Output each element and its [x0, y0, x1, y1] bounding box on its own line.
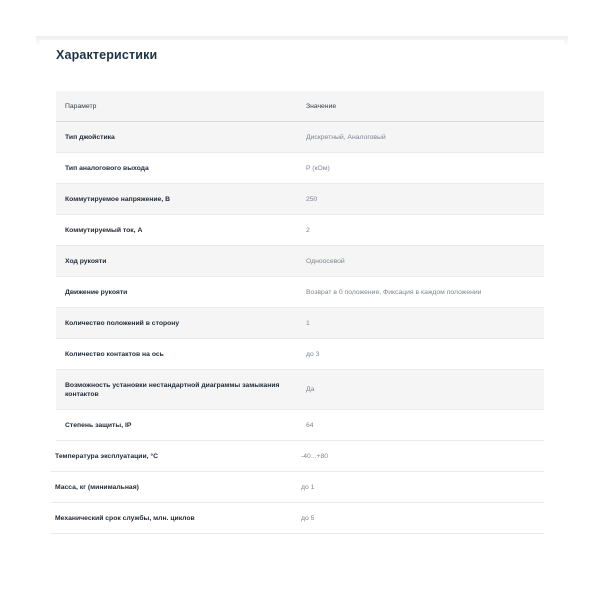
header-param: Параметр [65, 102, 97, 110]
row-value: до 1 [301, 483, 315, 491]
row-value: 250 [306, 195, 318, 203]
row-param: Возможность установки нестандартной диаграммы замыкания контактов [65, 381, 280, 398]
table-row [56, 308, 544, 339]
row-param: Коммутируемый ток, А [65, 226, 143, 234]
row-value: Одноосевой [306, 257, 345, 265]
row-param: Количество положений в сторону [65, 319, 180, 327]
table-row [51, 472, 544, 503]
row-param: Тип аналогового выхода [65, 164, 149, 172]
row-param: Температура эксплуатации, °C [55, 452, 159, 460]
table-row [56, 339, 544, 370]
row-value: P (кОм) [306, 164, 330, 172]
table-row [56, 184, 544, 215]
row-param: Масса, кг (минимальная) [55, 483, 139, 491]
row-value: Да [306, 386, 315, 393]
row-value: 64 [306, 421, 314, 429]
table-row [51, 503, 544, 534]
row-value: до 3 [306, 350, 320, 358]
row-value: 2 [306, 226, 310, 234]
specs-table [56, 91, 544, 534]
row-value: Возврат в 0 положение, Фиксация в каждом положении [306, 288, 482, 296]
table-row [51, 441, 544, 472]
table-row [56, 153, 544, 184]
row-param: Механический срок службы, млн. циклов [55, 514, 195, 522]
row-param: Количество контактов на ось [65, 350, 164, 358]
header-value: Значение [306, 102, 337, 110]
row-value: до 5 [301, 514, 315, 522]
table-row [56, 122, 544, 153]
table-row [56, 246, 544, 277]
section-title: Характеристики [56, 48, 158, 62]
row-value: -40...+80 [301, 452, 329, 460]
row-param: Движение рукояти [65, 288, 128, 296]
table-row [56, 215, 544, 246]
row-param: Ход рукояти [65, 257, 107, 265]
table-row [56, 277, 544, 308]
row-param: Степень защиты, IP [65, 421, 132, 429]
table-row [56, 370, 544, 410]
row-param: Тип джойстика [65, 133, 115, 141]
table-row [56, 410, 544, 441]
table-header-row [56, 91, 544, 122]
row-value: 1 [306, 319, 310, 327]
row-value: Дискретный, Аналоговый [306, 133, 386, 141]
row-param: Коммутируемое напряжение, В [65, 195, 171, 203]
